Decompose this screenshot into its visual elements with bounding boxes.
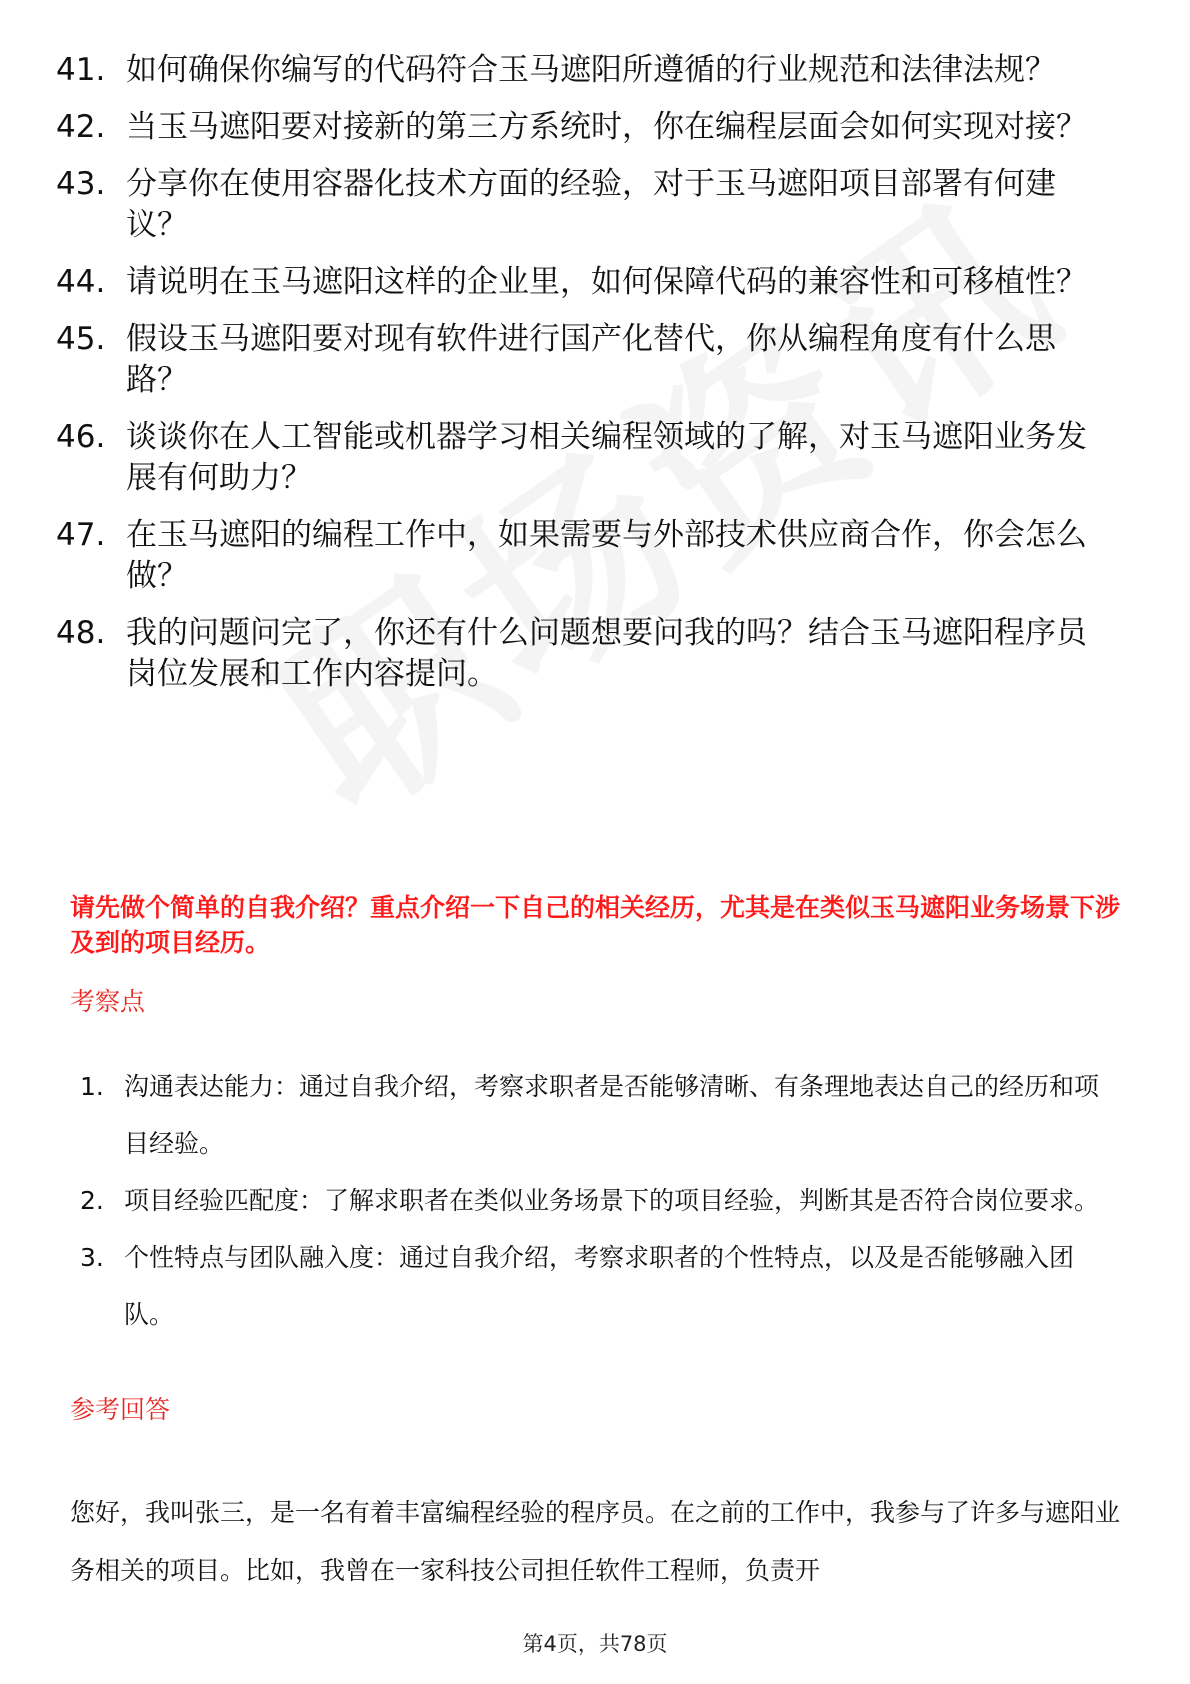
examine-points-heading: 考察点 xyxy=(70,987,146,1016)
question-text: 请说明在玉马遮阳这样的企业里，如何保障代码的兼容性和可移植性？ xyxy=(126,264,1087,300)
question-number: 48. xyxy=(56,615,106,651)
intro-question: 请先做个简单的自我介绍？重点介绍一下自己的相关经历，尤其是在类似玉马遮阳业务场景下涉及到的项目经历。 xyxy=(70,893,1121,957)
reference-answer-text: 您好，我叫张三，是一名有着丰富编程经验的程序员。在之前的工作中，我参与了许多与遮阳业务相关的项目。比如，我曾在一家科技公司担任软件工程师，负责开 xyxy=(70,1498,1121,1585)
examine-point-number: 1. xyxy=(80,1072,104,1101)
examine-point xyxy=(80,1172,1120,1229)
examine-point-number: 2. xyxy=(80,1186,104,1215)
question-text: 谈谈你在人工智能或机器学习相关编程领域的了解，对玉马遮阳业务发展有何助力？ xyxy=(126,419,1087,496)
question-item xyxy=(56,417,1116,499)
question-text: 当玉马遮阳要对接新的第三方系统时，你在编程层面会如何实现对接？ xyxy=(126,109,1087,145)
examine-point-text: 项目经验匹配度：了解求职者在类似业务场景下的项目经验，判断其是否符合岗位要求。 xyxy=(124,1186,1100,1215)
examine-point-number: 3. xyxy=(80,1243,104,1272)
question-number: 41. xyxy=(56,52,106,88)
question-number: 43. xyxy=(56,166,106,202)
question-item xyxy=(56,107,1116,148)
examine-point-text: 沟通表达能力：通过自我介绍，考察求职者是否能够清晰、有条理地表达自己的经历和项目经验。 xyxy=(124,1072,1100,1158)
question-number: 45. xyxy=(56,321,106,357)
examine-points-list xyxy=(80,1058,1120,1343)
question-item xyxy=(56,164,1116,246)
examine-point-text: 个性特点与团队融入度：通过自我介绍，考察求职者的个性特点，以及是否能够融入团队。 xyxy=(124,1243,1075,1329)
question-item xyxy=(56,50,1116,91)
examine-point xyxy=(80,1229,1120,1343)
question-text: 假设玉马遮阳要对现有软件进行国产化替代，你从编程角度有什么思路？ xyxy=(126,321,1056,398)
question-text: 如何确保你编写的代码符合玉马遮阳所遵循的行业规范和法律法规？ xyxy=(126,52,1056,88)
reference-answer-heading: 参考回答 xyxy=(70,1395,171,1424)
question-item xyxy=(56,515,1116,597)
question-item xyxy=(56,613,1116,695)
question-item xyxy=(56,262,1116,303)
question-number: 44. xyxy=(56,264,106,300)
question-item xyxy=(56,319,1116,401)
question-text: 分享你在使用容器化技术方面的经验，对于玉马遮阳项目部署有何建议？ xyxy=(126,166,1056,243)
question-number: 47. xyxy=(56,517,106,553)
question-text: 在玉马遮阳的编程工作中，如果需要与外部技术供应商合作，你会怎么做？ xyxy=(126,517,1087,594)
question-number: 42. xyxy=(56,109,106,145)
page-footer: 第4页，共78页 xyxy=(522,1632,668,1656)
question-list xyxy=(56,50,1116,711)
examine-point xyxy=(80,1058,1120,1172)
question-number: 46. xyxy=(56,419,106,455)
question-text: 我的问题问完了，你还有什么问题想要问我的吗？结合玉马遮阳程序员岗位发展和工作内容提问。 xyxy=(126,615,1087,692)
